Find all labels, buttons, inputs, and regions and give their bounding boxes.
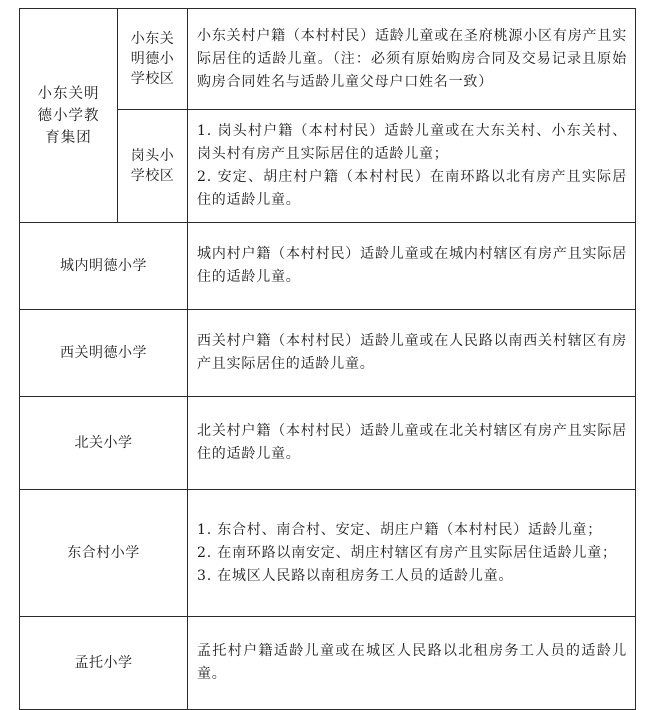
- table-row: [20, 397, 636, 490]
- school-name: 东合村小学: [67, 545, 140, 561]
- table-row: [20, 310, 636, 397]
- school-name-cell: [20, 223, 188, 310]
- enrollment-criteria-cell: [188, 9, 636, 110]
- enrollment-criteria-cell: [188, 397, 636, 490]
- school-name-cell: [20, 397, 188, 490]
- school-name-cell: [20, 310, 188, 397]
- enrollment-criteria-cell: [188, 110, 636, 223]
- table-row: [20, 223, 636, 310]
- table-row: [20, 9, 636, 110]
- enrollment-criteria: 孟托村户籍适龄儿童或在城区人民路以北租房务工人员的适龄儿童。: [197, 643, 627, 682]
- school-name-cell: [20, 490, 188, 617]
- table-row: [20, 490, 636, 617]
- enrollment-criteria: 城内村户籍（本村村民）适龄儿童或在城内村辖区有房产且实际居住的适龄儿童。: [197, 246, 627, 285]
- criteria-item: 2. 安定、胡庄村户籍（本村村民）在南环路以北有房产且实际居住的适龄儿童。: [197, 169, 627, 208]
- table-row: [20, 617, 636, 710]
- school-zoning-table: [19, 8, 636, 710]
- school-name-cell: [20, 617, 188, 710]
- school-name: 北关小学: [74, 435, 133, 451]
- criteria-item: 1. 岗头村户籍（本村村民）适龄儿童或在大东关村、小东关村、岗头村有房产且实际居住的适龄儿童；: [197, 123, 627, 162]
- campus-name-cell: [118, 9, 188, 110]
- enrollment-criteria: 西关村户籍（本村村民）适龄儿童或在人民路以南西关村辖区有房产且实际居住的适龄儿童。: [197, 333, 627, 372]
- enrollment-criteria-cell: [188, 223, 636, 310]
- criteria-item: 3. 在城区人民路以南租房务工人员的适龄儿童。: [197, 567, 514, 584]
- school-name: 小东关明德小学教育集团: [37, 85, 100, 146]
- school-name: 城内明德小学: [60, 258, 147, 274]
- school-name: 孟托小学: [74, 655, 133, 671]
- campus-name-cell: [118, 110, 188, 223]
- enrollment-criteria-cell: [188, 617, 636, 710]
- enrollment-criteria: 北关村户籍（本村村民）适龄儿童或在北关村辖区有房产且实际居住的适龄儿童。: [197, 423, 627, 462]
- campus-name: 小东关明德小学校区: [130, 31, 175, 87]
- enrollment-criteria-cell: [188, 490, 636, 617]
- criteria-item: 1. 东合村、南合村、安定、胡庄户籍（本村村民）适龄儿童；: [197, 521, 603, 538]
- criteria-item: 2. 在南环路以南安定、胡庄村辖区有房产且实际居住适龄儿童；: [197, 544, 617, 561]
- enrollment-criteria: 小东关村户籍（本村村民）适龄儿童或在圣府桃源小区有房产且实际居住的适龄儿童。（注：必须有原始购房合同及交易记录且原始购房合同姓名与适龄儿童父母户口姓名一致）: [197, 27, 627, 90]
- campus-name: 岗头小学校区: [130, 148, 175, 184]
- school-name: 西关明德小学: [60, 345, 147, 361]
- enrollment-criteria-cell: [188, 310, 636, 397]
- school-name-cell: [20, 9, 118, 223]
